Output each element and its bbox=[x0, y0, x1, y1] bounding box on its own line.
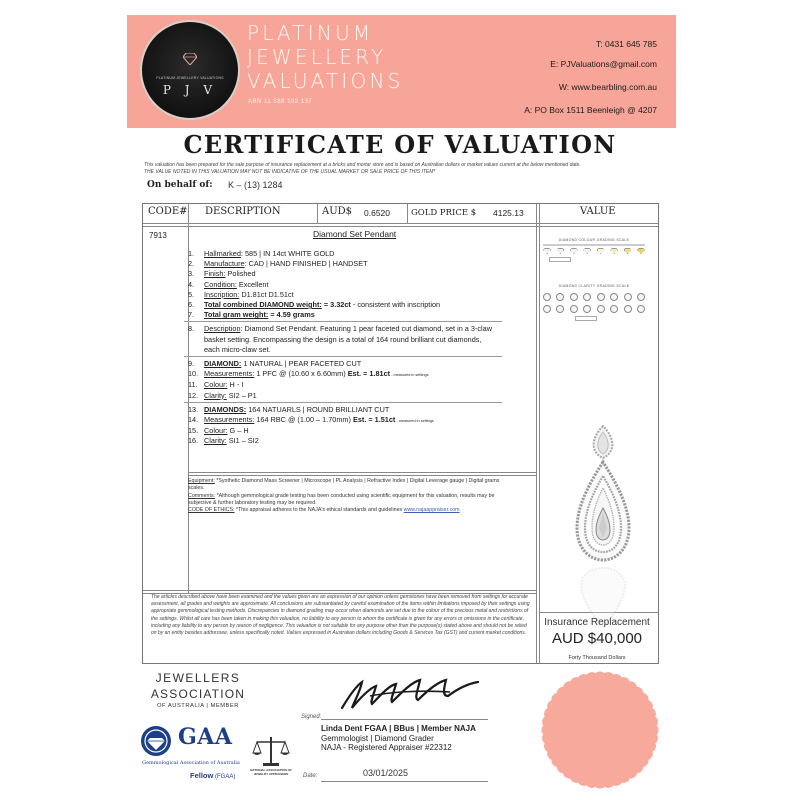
item-label: Condition: bbox=[204, 279, 237, 289]
item-bold-value: Est. = 1.51ct bbox=[352, 415, 396, 425]
abn-number: ABN 11 588 192 137 bbox=[248, 99, 313, 105]
item-label: DIAMOND: bbox=[204, 359, 242, 369]
colour-chart-title: DIAMOND COLOUR GRADING SCALE bbox=[558, 238, 630, 242]
signature-image bbox=[330, 668, 490, 718]
item-number: 15. bbox=[188, 426, 199, 436]
signed-label: Signed: bbox=[301, 714, 322, 720]
contact-email: E: PJValuations@gmail.com bbox=[550, 59, 657, 69]
signer-title: Gemmologist | Diamond Grader bbox=[321, 733, 434, 743]
contact-web: W: www.bearbling.com.au bbox=[558, 82, 657, 92]
item-text: 1 NATURAL | PEAR FACETED CUT bbox=[241, 359, 362, 369]
disclaimer-line-1: This valuation has been prepared for the sale purpose of insurance replacement at a bricks and mortar store and is based on Australian dollars or market values current at the below mentioned date. bbox=[144, 162, 581, 168]
fellow-label: Fellow (FGAA) bbox=[190, 771, 236, 780]
item-number: 7. bbox=[188, 310, 195, 320]
item-text: 1 PFC @ (10.60 x 6.60mm) bbox=[254, 369, 348, 379]
list-item bbox=[188, 359, 498, 369]
valuation-table bbox=[142, 203, 659, 664]
list-item bbox=[188, 300, 498, 310]
naja-scales-icon bbox=[251, 733, 291, 769]
comments-text: *Although gemmological grade testing has been conducted using scientific equipment for this valuation, results may be subjective & further laboratory testing may be required. bbox=[188, 492, 495, 506]
behalf-label: On behalf of: bbox=[147, 180, 213, 190]
list-item bbox=[188, 405, 498, 415]
item-number: 12. bbox=[188, 390, 199, 400]
item-label: Measurements: bbox=[204, 415, 255, 425]
pjv-logo bbox=[140, 20, 240, 120]
signer-name: Linda Dent FGAA | BBus | Member NAJA bbox=[321, 724, 476, 733]
insurance-value: AUD $40,000 bbox=[551, 630, 643, 647]
list-item: 8. Description: Diamond Set Pendant. Featuring 1 pear faceted cut diamond, set in a 3-claw basket setting. Encompassing the design is a total of 164 round brilliant cut diamonds, each micro-claw set. bbox=[188, 324, 492, 354]
najaappraiser-link[interactable]: www.najaappraiser.com bbox=[403, 507, 460, 514]
header-aud-value: 0.6520 bbox=[364, 208, 390, 218]
header-code: CODE# bbox=[148, 206, 188, 217]
item-note: - measured in settings bbox=[390, 373, 429, 378]
ethics-label: CODE OF ETHICS: bbox=[188, 507, 235, 514]
item-text: Polished bbox=[225, 269, 256, 279]
date-label: Date: bbox=[303, 773, 318, 779]
signature-line bbox=[321, 719, 488, 720]
notes-section bbox=[188, 478, 506, 514]
brand-line-2: JEWELLERY bbox=[247, 45, 387, 69]
item-bold-value: = 4.59 grams bbox=[268, 310, 315, 320]
item-number: 9. bbox=[188, 359, 195, 369]
item-number: 11. bbox=[188, 380, 198, 390]
gaa-full-name: Gemmological Association of Australia bbox=[142, 760, 240, 766]
item-number: 10. bbox=[188, 369, 199, 379]
equipment-label: Equipment: bbox=[188, 478, 215, 484]
item-text: SI2 – P1 bbox=[226, 390, 257, 400]
item-text: - consistent with inscription bbox=[350, 300, 441, 310]
logo-initials: P J V bbox=[162, 83, 218, 97]
clarity-chart-title: DIAMOND CLARITY GRADING SCALE bbox=[558, 284, 630, 288]
item-text: 164 RBC @ (1.00 – 1.70mm) bbox=[254, 415, 353, 425]
logo-small-text: PLATINUM JEWELLERY VALUATIONS bbox=[156, 76, 224, 80]
disclaimer-line-2: THE VALUE NOTED IN THIS VALUATION MAY NOT BE INDICATIVE OF THE USUAL MARKET OR SALE PRICE OF THIS ITEM* bbox=[144, 169, 436, 175]
brand-line-3: VALUATIONS bbox=[247, 69, 404, 93]
item-text: Excellent bbox=[236, 279, 269, 289]
item-text: G – H bbox=[227, 426, 249, 436]
list-item bbox=[188, 426, 498, 436]
gaa-logo-text: GAA bbox=[178, 724, 233, 750]
contact-phone: T: 0431 645 785 bbox=[596, 39, 657, 49]
item-bold-value: Est. = 1.81ct bbox=[347, 369, 391, 379]
item-number: 6. bbox=[188, 300, 195, 310]
list-item bbox=[188, 249, 498, 259]
brand-line-1: PLATINUM bbox=[247, 21, 374, 45]
item-text: : CAD | HAND FINISHED | HANDSET bbox=[244, 259, 368, 269]
item-number: 1. bbox=[188, 249, 195, 258]
ethics-text: *This appraisal adheres to the NAJA's ethical standards and guidelines bbox=[234, 507, 404, 514]
item-number: 14. bbox=[188, 415, 199, 425]
item-text: D1.81ct D1.51ct bbox=[239, 289, 294, 299]
equipment-text: *Synthetic Diamond Mass Screener | Microscope | PL Analysis | Refractive Index | Digital Leverage gauge | Digital grams scales. bbox=[188, 478, 500, 492]
list-item bbox=[188, 290, 498, 300]
item-label: DIAMONDS: bbox=[204, 404, 247, 414]
diamond-icon bbox=[183, 53, 197, 65]
signer-registration: NAJA - Registered Appraiser #22312 bbox=[321, 743, 452, 752]
header-gold-label: GOLD PRICE $ bbox=[411, 208, 477, 218]
clarity-grading-chart bbox=[539, 284, 649, 321]
list-item bbox=[188, 269, 498, 279]
naja-name: NATIONAL ASSOCIATION OF JEWELRY APPRAISERS bbox=[250, 768, 292, 776]
list-item bbox=[188, 415, 498, 426]
item-label: Total gram weight: bbox=[204, 310, 269, 320]
header-gold-value: 4125.13 bbox=[493, 208, 524, 218]
item-label: Finish: bbox=[204, 269, 226, 279]
list-item bbox=[188, 369, 498, 380]
item-number: 2. bbox=[188, 259, 195, 269]
item-text: H - I bbox=[227, 380, 244, 390]
embossed-seal bbox=[539, 669, 661, 791]
behalf-value: K – (13) 1284 bbox=[228, 180, 283, 190]
item-label: Clarity: bbox=[204, 390, 227, 400]
item-code: 7913 bbox=[149, 231, 167, 240]
colour-grading-chart bbox=[539, 238, 649, 262]
item-label: Measurements: bbox=[204, 369, 255, 379]
ja-logo-line-1: JEWELLERS bbox=[155, 671, 241, 685]
insurance-words: Forty Thousand Dollars bbox=[568, 655, 626, 661]
list-item bbox=[188, 280, 498, 290]
gaa-emblem-icon bbox=[139, 724, 173, 758]
item-note: - measured in settings bbox=[395, 419, 434, 424]
ja-logo-line-3: OF AUSTRALIA | MEMBER bbox=[157, 703, 239, 709]
item-label: Hallmarked bbox=[204, 249, 241, 258]
item-bold-value: = 3.32ct bbox=[321, 300, 351, 310]
certificate-title: CERTIFICATE OF VALUATION bbox=[183, 130, 617, 159]
signer-block bbox=[321, 724, 476, 753]
list-item bbox=[188, 259, 498, 269]
item-label: Inscription: bbox=[204, 289, 240, 299]
item-number: 13. bbox=[188, 404, 199, 414]
insurance-label: Insurance Replacement bbox=[544, 617, 650, 628]
footnote-text: The articles described above have been examined and the values given are an expression of our opinion unless gemstones have been removed from settings for accurate assessment, all grades and weights are approximate. All conclusions are substantiated by careful examination of the items within limitations imposed by their settings using appropriate gemmological testing methods. Discrepancies in diamond grading may occur when diamonds are set due to the colour of the precious metal and restrictions of the settings. Whilst all care has been taken in making this valuation, no liability to any person to whom the certificate is given for any errors or omissions in the certificate, including any liability to any person by reason of negligence. This valuation is not suitable for any purpose other than the purpose(s) stated above and should not be relied on by an entity besides addressee, unless specifically noted. Values expressed in Australian dollars including Goods & Services Tax (GST) and current market conditions. bbox=[151, 594, 530, 637]
item-label: Total combined DIAMOND weight: bbox=[204, 300, 322, 310]
list-item bbox=[188, 391, 498, 401]
item-text: SI1 – SI2 bbox=[226, 436, 259, 446]
comments-label: Comments: bbox=[188, 492, 216, 499]
contact-address: A: PO Box 1511 Beenleigh @ 4207 bbox=[524, 105, 657, 115]
ja-logo-line-2: ASSOCIATION bbox=[150, 687, 246, 701]
item-number: 16. bbox=[188, 436, 199, 446]
item-number: 5. bbox=[188, 289, 195, 299]
date-line bbox=[321, 781, 488, 782]
item-label: Colour: bbox=[204, 380, 228, 390]
item-number: 4. bbox=[188, 279, 195, 289]
item-label: Manufacture bbox=[204, 259, 245, 269]
item-number: 3. bbox=[188, 269, 195, 279]
item-text: : 585 | IN 14ct WHITE GOLD bbox=[240, 249, 335, 258]
date-value: 03/01/2025 bbox=[363, 768, 409, 778]
header-description: DESCRIPTION bbox=[205, 206, 281, 217]
list-item bbox=[188, 436, 498, 446]
item-title: Diamond Set Pendant bbox=[313, 229, 397, 239]
list-item bbox=[188, 310, 498, 320]
item-label: Colour: bbox=[204, 426, 228, 436]
list-item bbox=[188, 380, 498, 390]
header-value: VALUE bbox=[580, 206, 616, 217]
item-text: 164 NATUARLS | ROUND BRILLIANT CUT bbox=[246, 404, 390, 414]
header-aud-label: AUD$ bbox=[322, 206, 353, 217]
item-label: Clarity: bbox=[204, 436, 227, 446]
item-details bbox=[188, 249, 498, 447]
header-banner bbox=[127, 15, 676, 128]
